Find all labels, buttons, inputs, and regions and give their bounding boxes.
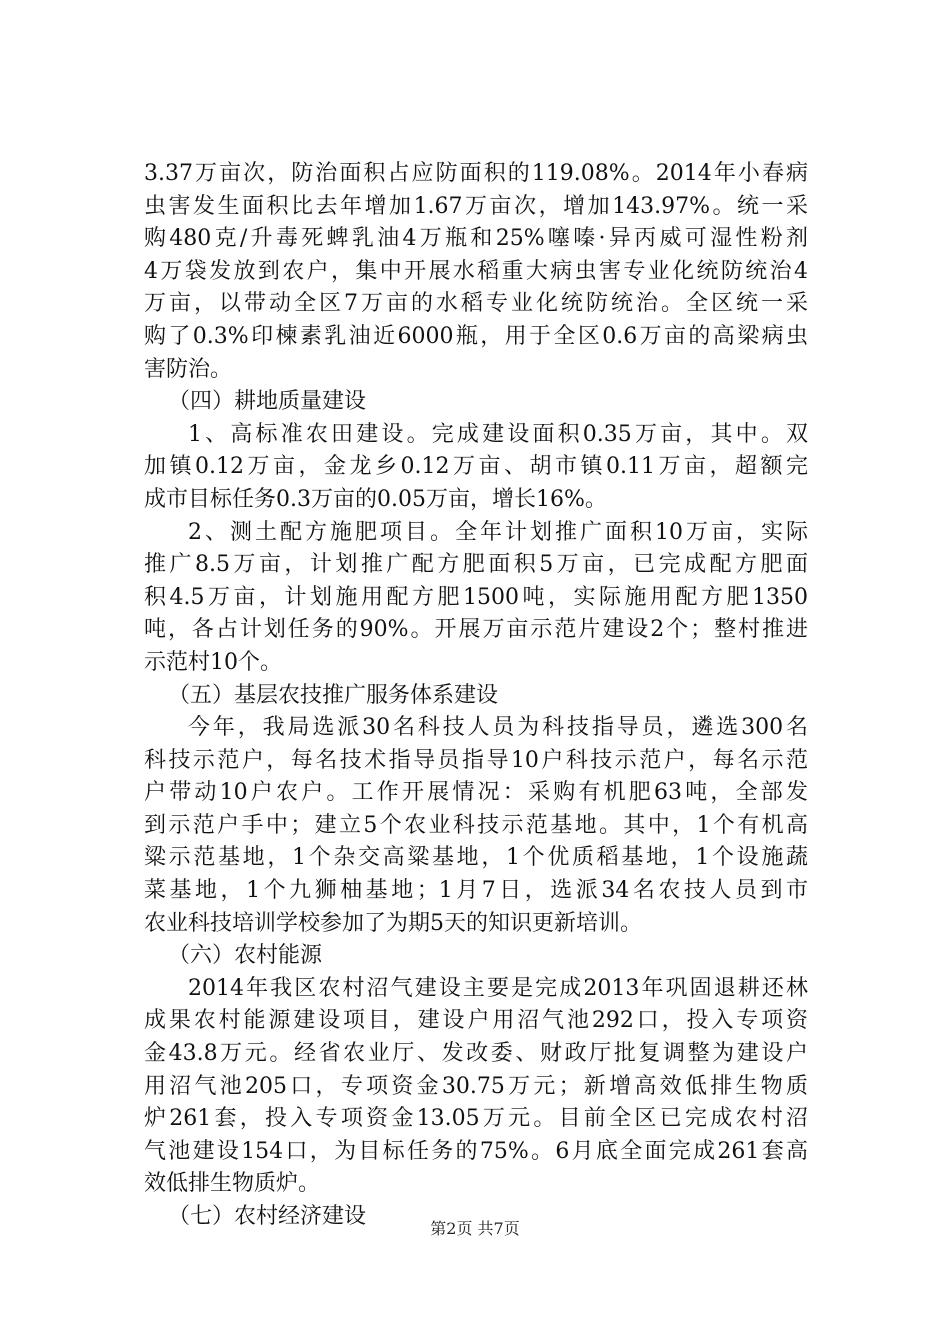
document-body [144, 158, 808, 1234]
text-line: 购480克/升毒死蜱乳油4万瓶和25%噻嗪·异丙威可湿性粉剂 [144, 226, 808, 252]
text-line: 气池建设154口，为目标任务的75%。6月底全面完成261套高 [144, 1138, 808, 1164]
text-line: 成果农村能源建设项目，建设户用沼气池292口，投入专项资 [144, 1008, 808, 1034]
text-line: 炉261套，投入专项资金13.05万元。目前全区已完成农村沼 [144, 1106, 808, 1132]
text-line: 成市目标任务0.3万亩的0.05万亩，增长16%。 [144, 486, 607, 512]
text-line: 推广8.5万亩，计划推广配方肥面积5万亩，已完成配方肥面 [144, 552, 808, 578]
section-heading-6: （六）农村能源 [168, 943, 323, 969]
text-line: 户带动10户农户。工作开展情况：采购有机肥63吨，全部发 [144, 780, 808, 806]
text-line: 4万袋发放到农户，集中开展水稻重大病虫害专业化统防统治4 [144, 258, 808, 284]
text-line: 3.37万亩次，防治面积占应防面积的119.08%。2014年小春病 [144, 161, 808, 186]
text-line: 菜基地，1个九狮柚基地；1月7日，选派34名农技人员到市 [144, 878, 808, 904]
text-line: 农业科技培训学校参加了为期5天的知识更新培训。 [144, 910, 642, 936]
text-line: 用沼气池205口，专项资金30.75万元；新增高效低排生物质 [144, 1073, 808, 1099]
text-line: 吨，各占计划任务的90%。开展万亩示范片建设2个；整村推进 [144, 617, 808, 643]
text-line: 万亩，以带动全区7万亩的水稻专业化统防统治。全区统一采 [144, 291, 808, 317]
text-line: 效低排生物质炉。 [144, 1171, 321, 1197]
paragraph-start: 1、高标准农田建设。完成建设面积0.35万亩，其中。双 [188, 421, 808, 447]
text-line: 粱示范基地，1个杂交高粱基地，1个优质稻基地，1个设施蔬 [144, 845, 808, 871]
section-heading-4: （四）耕地质量建设 [168, 389, 367, 415]
page-number: 第2页 共7页 [430, 1219, 520, 1238]
paragraph-start: 2014年我区农村沼气建设主要是完成2013年巩固退耕还林 [188, 975, 808, 1001]
paragraph-start: 今年，我局选派30名科技人员为科技指导员，遴选300名 [188, 715, 808, 741]
text-line: 科技示范户，每名技术指导员指导10户科技示范户，每名示范 [144, 747, 808, 773]
text-line: 金43.8万元。经省农业厅、发改委、财政厅批复调整为建设户 [144, 1041, 808, 1067]
text-line: 虫害发生面积比去年增加1.67万亩次，增加143.97%。统一采 [144, 193, 808, 219]
text-line: 到示范户手中；建立5个农业科技示范基地。其中，1个有机高 [144, 812, 808, 838]
paragraph-start: 2、测土配方施肥项目。全年计划推广面积10万亩，实际 [188, 519, 808, 545]
section-heading-7: （七）农村经济建设 [168, 1204, 367, 1229]
text-line: 示范村10个。 [144, 649, 282, 675]
text-line: 购了0.3%印楝素乳油近6000瓶，用于全区0.6万亩的高梁病虫 [144, 323, 808, 349]
text-line: 害防治。 [144, 356, 233, 382]
section-heading-5: （五）基层农技推广服务体系建设 [168, 682, 499, 708]
text-line: 积4.5万亩，计划施用配方肥1500吨，实际施用配方肥1350 [144, 584, 808, 610]
text-line: 加镇0.12万亩，金龙乡0.12万亩、胡市镇0.11万亩，超额完 [144, 454, 808, 480]
